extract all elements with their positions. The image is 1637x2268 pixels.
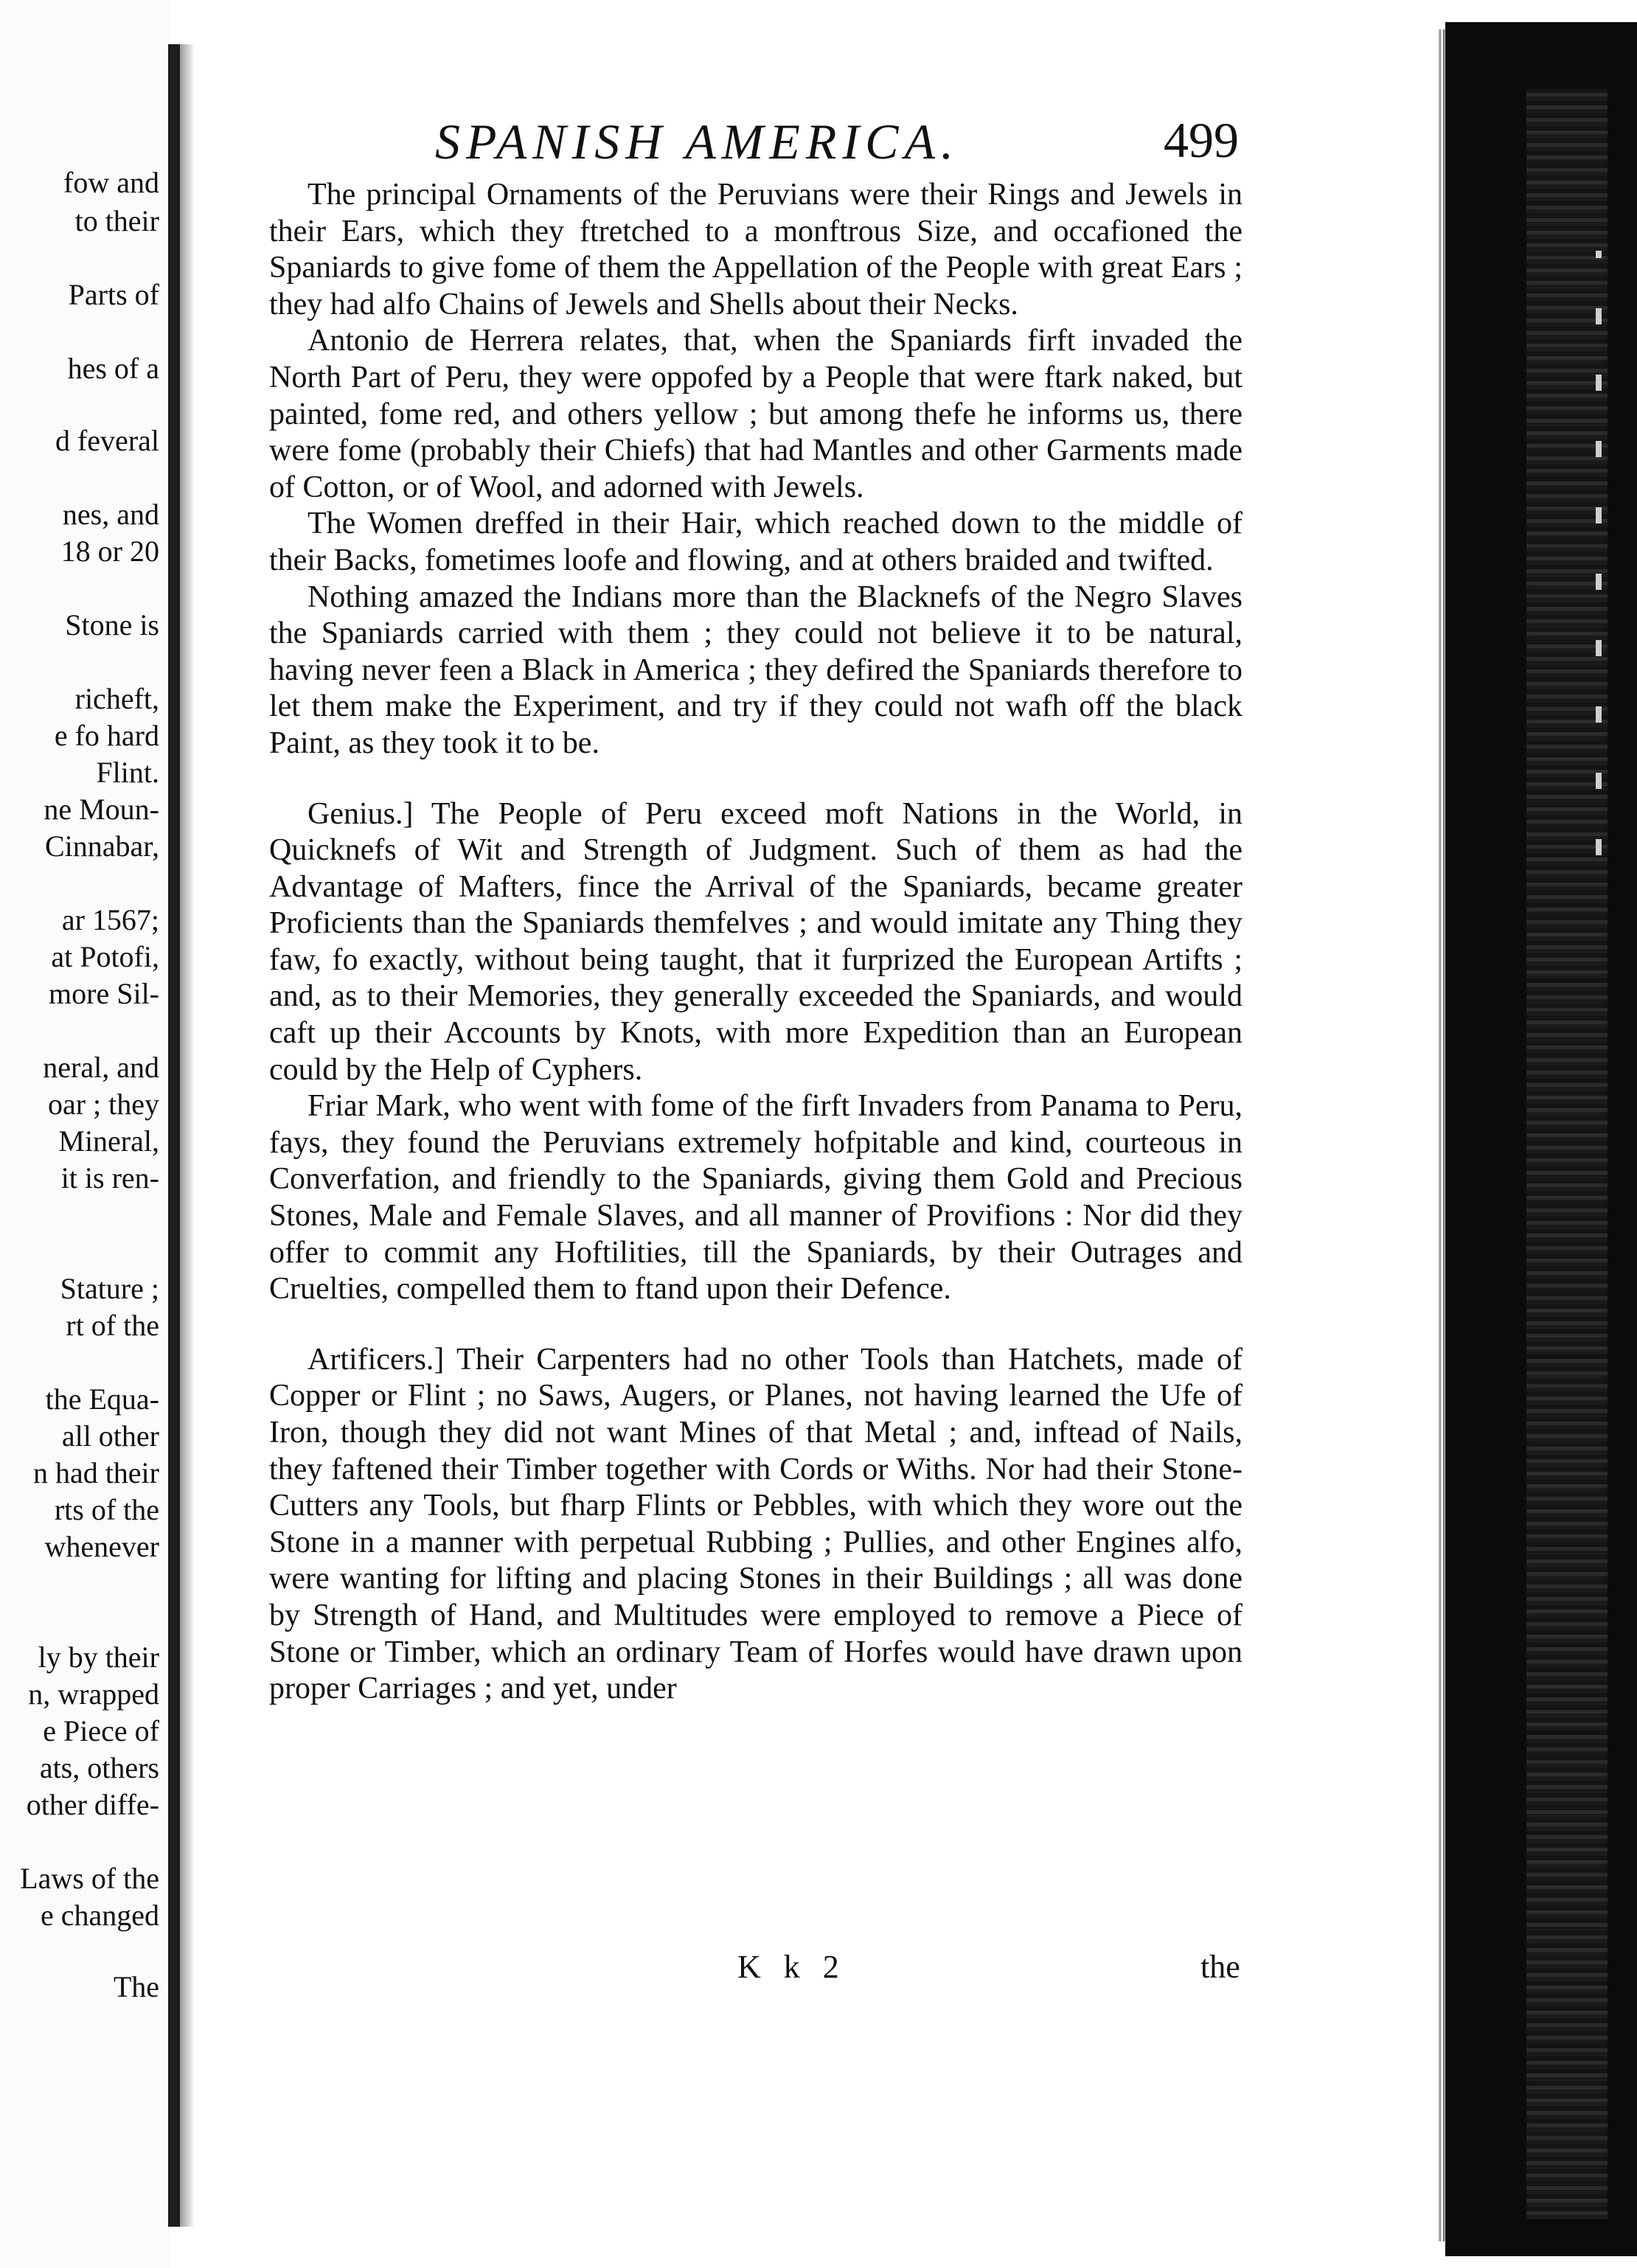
previous-page-line: ar 1567; xyxy=(61,903,159,936)
previous-page-line: Laws of the xyxy=(20,1862,159,1895)
gutter-shadow-dark xyxy=(168,44,180,2227)
previous-page-line: e fo hard xyxy=(54,719,159,752)
paragraph-artificers: Artificers.] Their Carpenters had no other Tools than Hatchets, made of Copper or Flint ; no Saws, Augers, or Planes, not having learned the Ufe of Iron, though they did not want Mines of that Metal ; and, inftead of Nails, they faftened their Timber together with Cords or Withs. Nor had their Stone-Cutters any Tools, but fharp Flints or Pebbles, with which they wore out the Stone in a manner with perpetual Rubbing ; Pullies, and other Engines alfo, were wanting for lifting and placing Stones in their Buildings ; all was done by Strength of Hand, and Multitudes were employed to remove a Piece of Stone or Timber, which an ordinary Team of Horfes would have drawn upon proper Carriages ; and yet, under xyxy=(269,1342,1242,1706)
paragraph-ornaments: The principal Ornaments of the Peruvians were their Rings and Jewels in their Ears, which they ftretched to a monftrous Size, and occafioned the Spaniards to give fome of them the Appellation of the People with great Ears ; they had alfo Chains of Jewels and Shells about their Necks. xyxy=(269,178,1242,321)
previous-page-line: d feveral xyxy=(55,424,159,457)
previous-page-line: Mineral, xyxy=(58,1124,159,1158)
previous-page-line: more Sil- xyxy=(49,977,159,1010)
paragraph-herrera: Antonio de Herrera relates, that, when the Spaniards firft invaded the North Part of Peru, they were oppofed by a People that were ftark naked, but painted, fome red, and others yellow ; but among thefe he informs us, there were fome (probably their Chiefs) that had Mantles and other Garments made of Cotton, or of Wool, and adorned with Jewels. xyxy=(269,324,1242,504)
paragraph-friar-mark: Friar Mark, who went with fome of the firft Invaders from Panama to Peru, fays, they found the Peruvians extremely hofpitable and kind, courteous in Converfation, and friendly to the Spaniards, giving them Gold and Precious Stones, Male and Female Slaves, and all manner of Provifions : Nor did they offer to commit any Hoftilities, till the Spaniards, by their Outrages and Cruelties, compelled them to ftand upon their Defence. xyxy=(269,1089,1242,1307)
previous-page-line: Stature ; xyxy=(60,1272,159,1305)
previous-page-line: it is ren- xyxy=(60,1161,159,1194)
previous-page-line: nes, and xyxy=(62,498,159,531)
previous-page-line: the Equa- xyxy=(45,1382,159,1416)
paragraph-blackness: Nothing amazed the Indians more than the Blacknefs of the Negro Slaves the Spaniards carried with them ; they could not believe it to be natural, having never feen a Black in America ; they defired the Spaniards therefore to let them make the Experiment, and try if they could not wafh off the black Paint, as they took it to be. xyxy=(269,580,1242,760)
previous-page-line: other diffe- xyxy=(26,1788,159,1821)
page-number: 499 xyxy=(1164,112,1239,168)
previous-page-line: ly by their xyxy=(38,1641,159,1674)
gutter-shadow-fade xyxy=(180,44,195,2227)
previous-page-line: oar ; they xyxy=(47,1088,159,1121)
previous-page-line: fow and xyxy=(63,166,159,199)
binding-marks xyxy=(1596,251,1602,855)
previous-page-line: whenever xyxy=(44,1530,159,1563)
previous-page-line: e changed xyxy=(40,1899,159,1932)
previous-page-line: Flint. xyxy=(96,756,159,789)
previous-page-line: at Potofi, xyxy=(51,940,159,973)
previous-page-line: The xyxy=(113,1970,159,2003)
previous-page-line: neral, and xyxy=(43,1051,159,1084)
previous-page-line: n had their xyxy=(32,1456,159,1489)
previous-page-line: Parts of xyxy=(68,278,159,311)
previous-page-line: ne Moun- xyxy=(44,793,159,826)
signature-mark: K k 2 xyxy=(737,1949,847,1985)
previous-page-line: richeft, xyxy=(74,682,159,715)
running-title: SPANISH AMERICA. xyxy=(435,114,959,170)
previous-page-line: all other xyxy=(61,1419,159,1453)
previous-page-line: n, wrapped xyxy=(28,1677,159,1711)
previous-page-line: Cinnabar, xyxy=(44,829,159,863)
previous-page-line: to their xyxy=(74,204,159,237)
previous-page-line: ats, others xyxy=(39,1751,159,1784)
previous-page-line: hes of a xyxy=(67,352,159,385)
page-body xyxy=(269,177,1242,1708)
previous-page-line: 18 or 20 xyxy=(60,535,159,568)
paragraph-genius: Genius.] The People of Peru exceed moft Nations in the World, in Quicknefs of Wit and Strength of Judgment. Such of them as had the Advantage of Mafters, fince the Arrival of the Spaniards, became greater Proficients than the Spaniards themfelves ; and would imitate any Thing they faw, fo exactly, without being taught, that it furprized the European Artifts ; and, as to their Memories, they generally exceeded the Spaniards, and would caft up their Accounts by Knots, with more Expedition than an European could by the Help of Cyphers. xyxy=(269,796,1242,1087)
catchword: the xyxy=(1200,1949,1240,1985)
previous-page-fragment xyxy=(0,0,170,2268)
previous-page-line: rt of the xyxy=(66,1309,159,1342)
previous-page-line: rts of the xyxy=(54,1493,159,1526)
previous-page-line: Stone is xyxy=(65,608,159,641)
previous-page-line: e Piece of xyxy=(43,1714,159,1747)
paragraph-women: The Women dreffed in their Hair, which reached down to the middle of their Backs, fometimes loofe and flowing, and at others braided and twifted. xyxy=(269,507,1242,577)
